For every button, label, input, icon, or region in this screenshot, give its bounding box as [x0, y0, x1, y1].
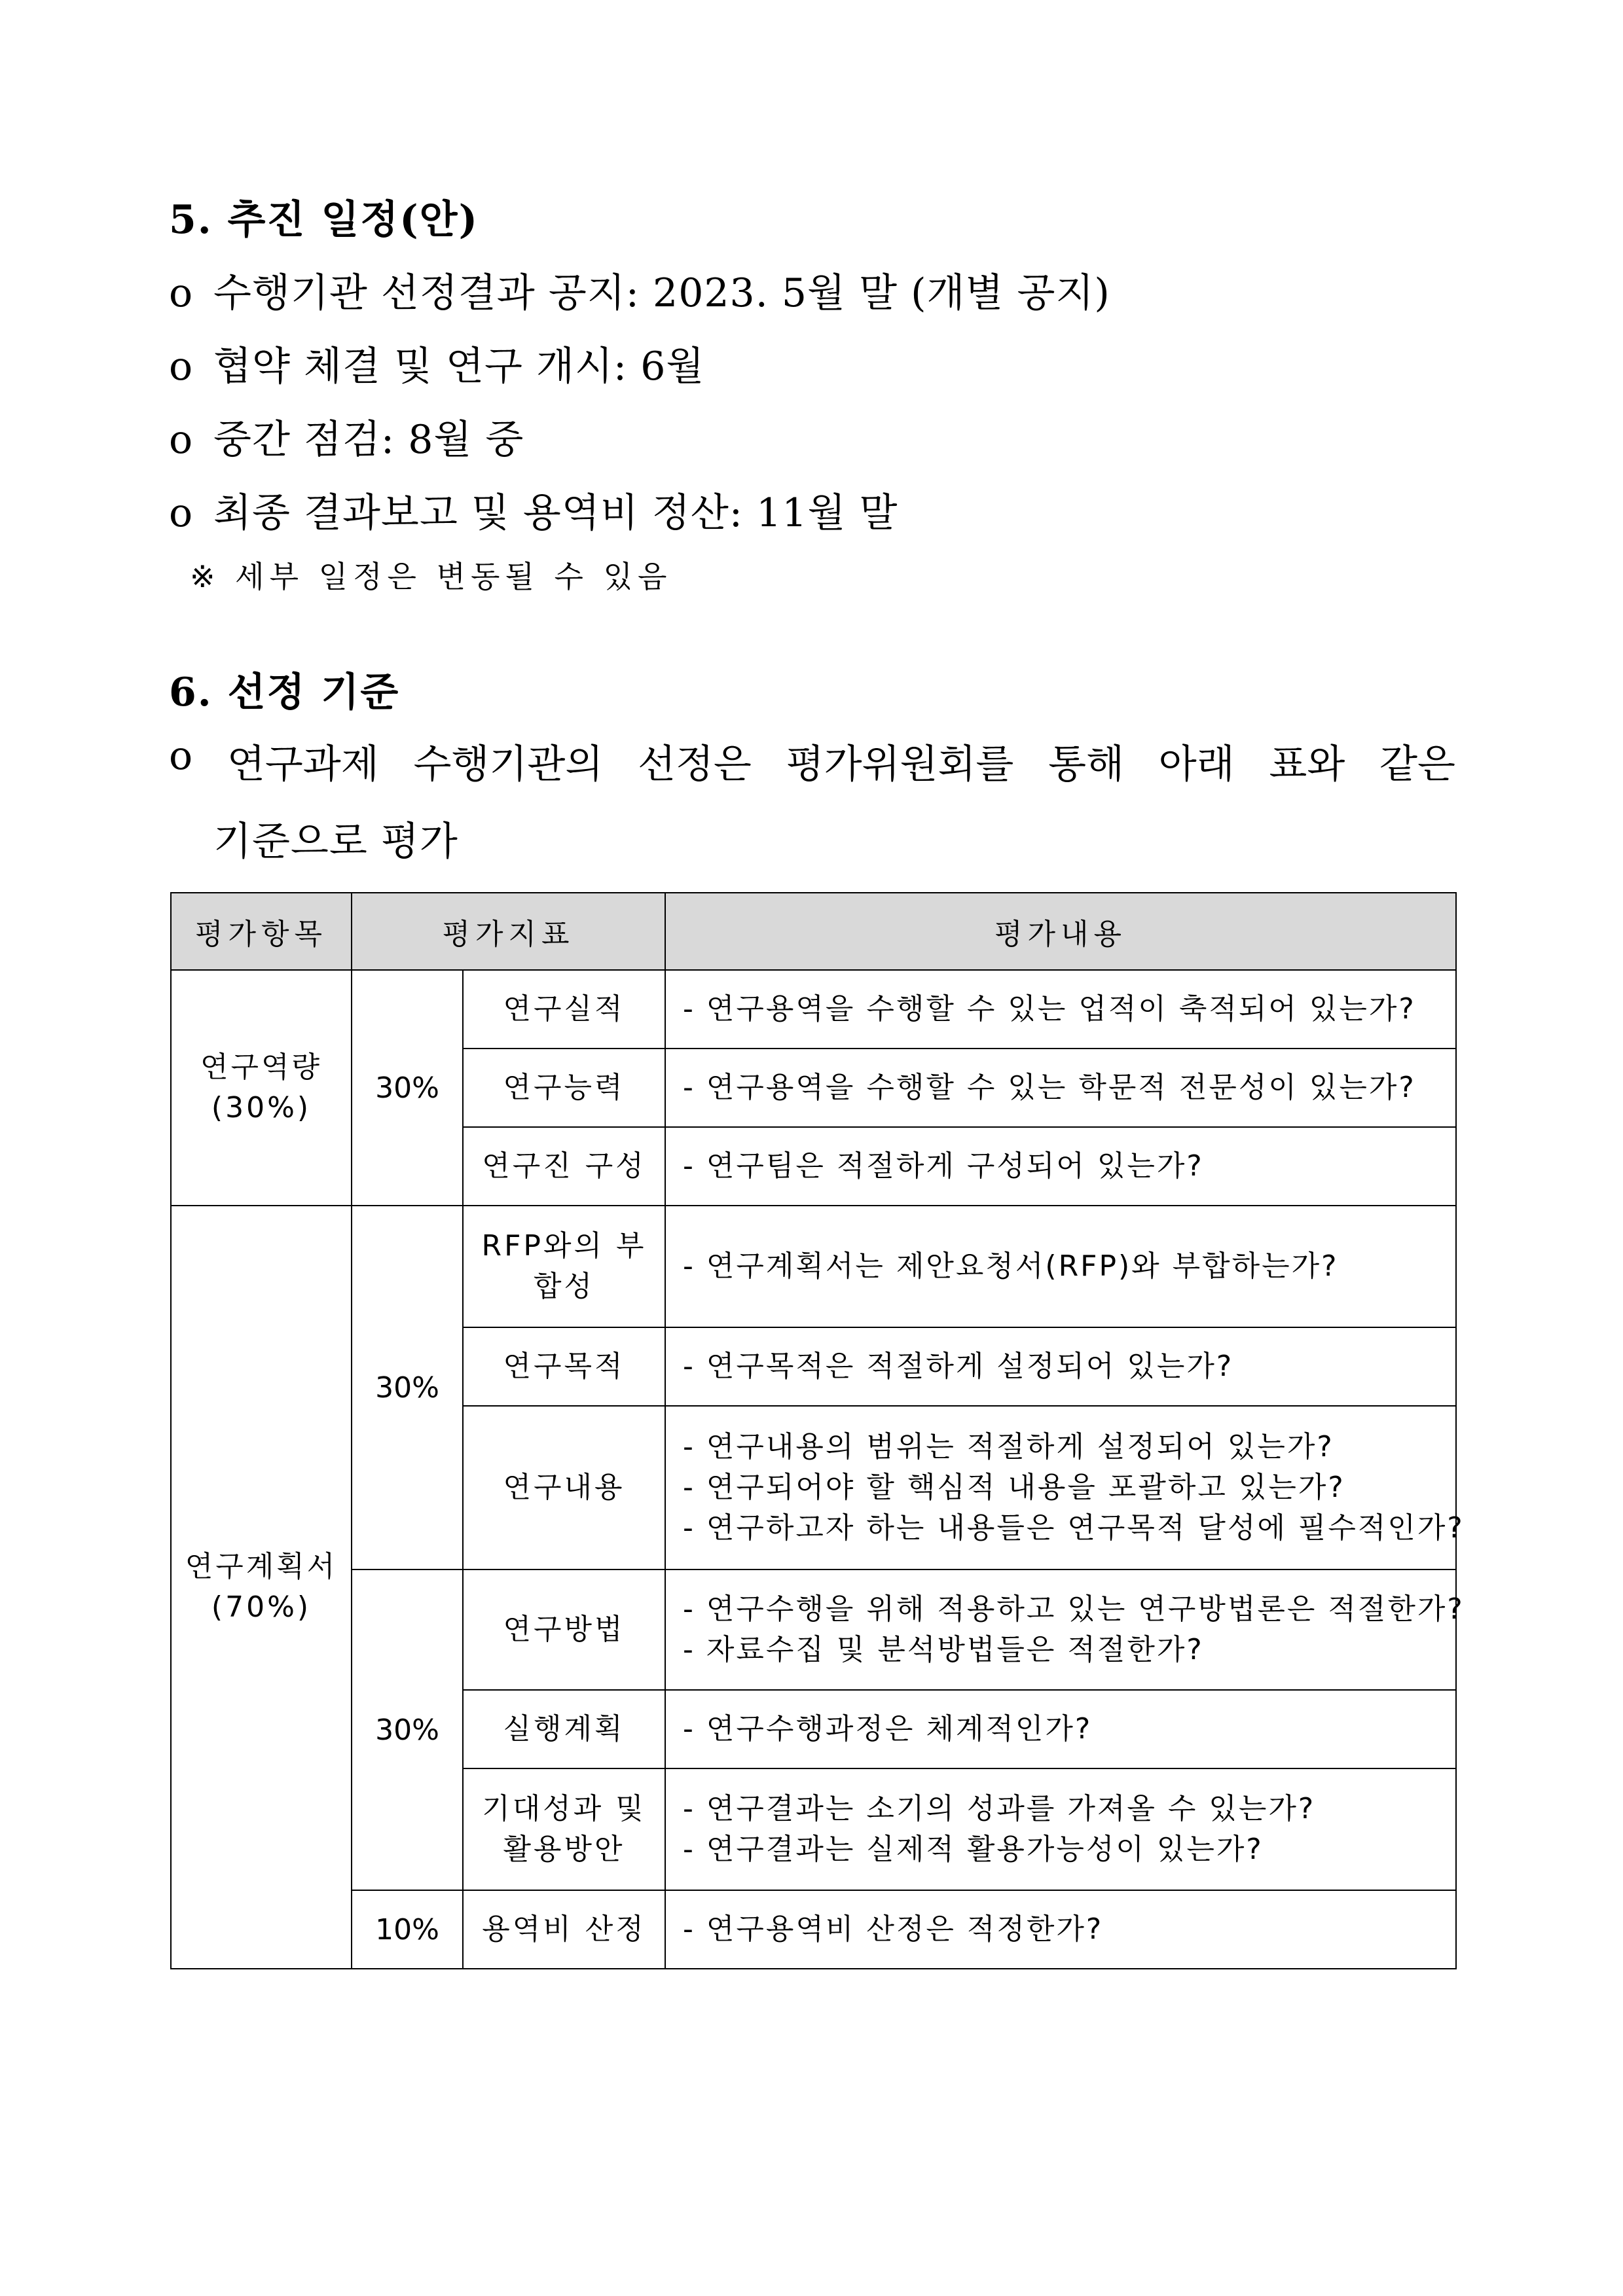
- content-line: - 연구결과는 소기의 성과를 가져올 수 있는가?: [683, 1792, 1316, 1825]
- content-line: - 연구하고자 하는 내용들은 연구목적 달성에 필수적인가?: [683, 1511, 1465, 1545]
- evaluation-criteria-table: [170, 892, 1465, 1969]
- indicator-cell: 연구목적: [463, 1327, 665, 1406]
- group-weight: 30%: [352, 1206, 463, 1570]
- indicator-cell: 실행계획: [463, 1690, 665, 1768]
- header-content: 평가내용: [665, 893, 1456, 970]
- header-item: 평가항목: [171, 893, 352, 970]
- section-6-title: 6. 선정 기준: [169, 670, 400, 715]
- bullet-mark: o: [169, 344, 194, 389]
- schedule-item: [169, 262, 1110, 318]
- word: 선정은: [637, 742, 752, 787]
- group-weight: 30%: [352, 970, 463, 1206]
- category-weight: (30%): [211, 1091, 312, 1124]
- table-row: [171, 1206, 1456, 1327]
- indicator-cell: 용역비 산정: [463, 1890, 665, 1969]
- category-name: 연구계획서: [185, 1550, 338, 1583]
- content-cell: [665, 1127, 1456, 1206]
- content-line: - 자료수집 및 분석방법들은 적절한가?: [683, 1633, 1204, 1666]
- bullet-mark: o: [169, 733, 193, 779]
- word: 평가위원회를: [786, 742, 1014, 787]
- schedule-item-text: 협약 체결 및 연구 개시: 6월: [213, 344, 705, 389]
- indicator-cell: 기대성과 및 활용방안: [463, 1768, 665, 1890]
- content-line: - 연구팀은 적절하게 구성되어 있는가?: [683, 1149, 1204, 1183]
- schedule-item-text: 최종 결과보고 및 용역비 정산: 11월 말: [213, 490, 898, 536]
- category-name: 연구역량: [200, 1050, 322, 1084]
- word: 같은: [1379, 742, 1455, 787]
- content-cell: [665, 1406, 1465, 1570]
- content-line: - 연구되어야 할 핵심적 내용을 포괄하고 있는가?: [683, 1471, 1345, 1504]
- word: 표와: [1269, 742, 1345, 787]
- content-line: - 연구용역을 수행할 수 있는 업적이 축적되어 있는가?: [683, 992, 1416, 1026]
- category-cell: [171, 1206, 352, 1969]
- table-row: [171, 1570, 1456, 1690]
- indicator-cell: 연구진 구성: [463, 1127, 665, 1206]
- content-line: - 연구수행을 위해 적용하고 있는 연구방법론은 적절한가?: [683, 1592, 1465, 1626]
- content-cell: [665, 1570, 1465, 1690]
- content-line: - 연구목적은 적절하게 설정되어 있는가?: [683, 1350, 1234, 1383]
- content-line: - 연구계획서는 제안요청서(RFP)와 부합하는가?: [683, 1249, 1339, 1283]
- table-row: [171, 1890, 1456, 1969]
- section-5-title: 5. 추진 일정(안): [169, 197, 479, 243]
- bullet-mark: o: [169, 490, 194, 536]
- indicator-cell: 연구실적: [463, 970, 665, 1049]
- content-cell: [665, 1049, 1456, 1127]
- schedule-item: [169, 482, 898, 538]
- word: 통해: [1048, 742, 1125, 787]
- word: 아래: [1158, 742, 1235, 787]
- table-row: [171, 970, 1456, 1049]
- content-line: - 연구용역을 수행할 수 있는 학문적 전문성이 있는가?: [683, 1071, 1416, 1104]
- content-line: - 연구용역비 산정은 적정한가?: [683, 1912, 1104, 1946]
- bullet-mark: o: [169, 417, 194, 463]
- category-cell: [171, 970, 352, 1206]
- indicator-cell: 연구능력: [463, 1049, 665, 1127]
- table-header-row: [171, 893, 1456, 970]
- indicator-cell: 연구내용: [463, 1406, 665, 1570]
- word: 연구과제: [227, 742, 379, 787]
- schedule-item: [169, 335, 704, 391]
- content-cell: [665, 1690, 1456, 1768]
- indicator-cell: RFP와의 부합성: [463, 1206, 665, 1327]
- content-line: - 연구내용의 범위는 적절하게 설정되어 있는가?: [683, 1430, 1334, 1463]
- schedule-item-text: 중간 점검: 8월 중: [213, 417, 524, 463]
- group-weight: 10%: [352, 1890, 463, 1969]
- schedule-item: [169, 408, 524, 465]
- category-weight: (70%): [211, 1590, 312, 1624]
- schedule-item-text: 수행기관 선정결과 공지: 2023. 5월 말 (개별 공지): [213, 270, 1110, 316]
- criteria-bullet-line-1: [169, 733, 1455, 789]
- content-cell: [665, 1890, 1456, 1969]
- content-cell: [665, 1206, 1456, 1327]
- header-indicator: 평가지표: [352, 893, 665, 970]
- content-cell: [665, 970, 1456, 1049]
- group-weight: 30%: [352, 1570, 463, 1890]
- criteria-bullet: [169, 733, 1455, 867]
- content-line: - 연구결과는 실제적 활용가능성이 있는가?: [683, 1833, 1264, 1866]
- indicator-cell: 연구방법: [463, 1570, 665, 1690]
- content-line: - 연구수행과정은 체계적인가?: [683, 1712, 1093, 1746]
- bullet-mark: o: [169, 270, 194, 316]
- word: 수행기관의: [413, 742, 604, 787]
- content-cell: [665, 1327, 1456, 1406]
- content-cell: [665, 1768, 1456, 1890]
- schedule-note: ※ 세부 일정은 변동될 수 있음: [190, 559, 672, 594]
- criteria-bullet-line-2: 기준으로 평가: [213, 819, 458, 865]
